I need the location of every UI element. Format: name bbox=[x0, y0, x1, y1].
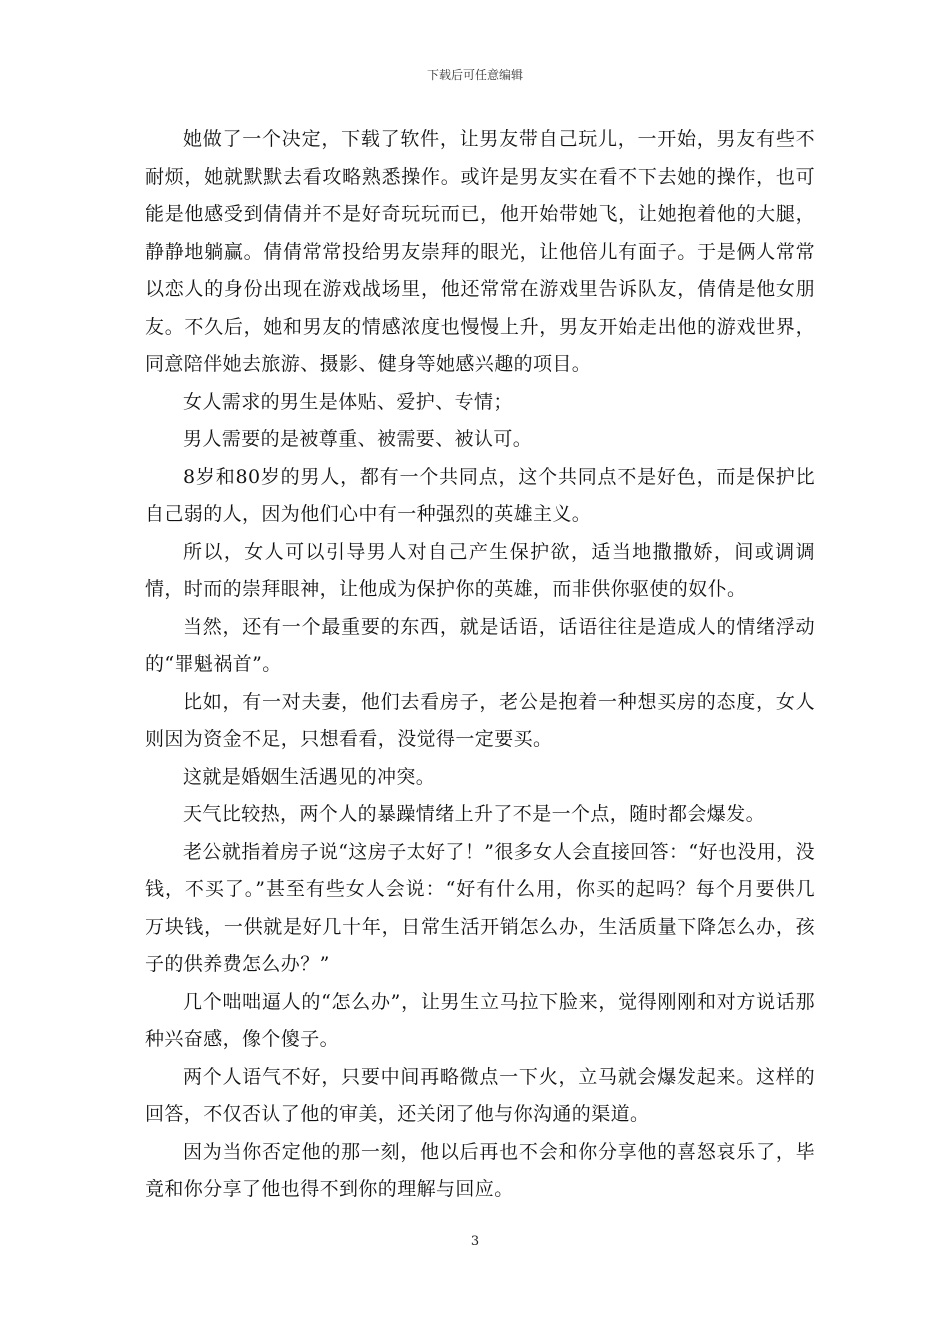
paragraph: 老公就指着房子说“这房子太好了！”很多女人会直接回答：“好也没用，没钱，不买了。”甚至有些女人会说：“好有什么用，你买的起吗？每个月要供几万块钱，一供就是好几十年，日常生活开销怎么办，生活质量下降怎么办，孩子的供养费怎么办？” bbox=[145, 840, 815, 975]
paragraph: 两个人语气不好，只要中间再略微点一下火，立马就会爆发起来。这样的回答，不仅否认了他的审美，还关闭了他与你沟通的渠道。 bbox=[145, 1065, 815, 1125]
page-number: 3 bbox=[470, 1234, 480, 1249]
paragraph: 这就是婚姻生活遇见的冲突。 bbox=[183, 765, 436, 788]
paragraph: 8岁和80岁的男人，都有一个共同点，这个共同点不是好色，而是保护比自己弱的人，因为他们心中有一种强烈的英雄主义。 bbox=[145, 465, 815, 525]
page-header: 下载后可任意编辑 bbox=[426, 68, 523, 82]
paragraph: 比如，有一对夫妻，他们去看房子，老公是抱着一种想买房的态度，女人则因为资金不足，只想看看，没觉得一定要买。 bbox=[145, 690, 815, 750]
paragraph: 几个咄咄逼人的“怎么办”，让男生立马拉下脸来，觉得刚刚和对方说话那种兴奋感，像个傻子。 bbox=[145, 990, 815, 1050]
paragraph: 她做了一个决定，下载了软件，让男友带自己玩儿，一开始，男友有些不耐烦，她就默默去看攻略熟悉操作。或许是男友实在看不下去她的操作，也可能是他感受到倩倩并不是好奇玩玩而已，他开始带她飞，让她抱着他的大腿，静静地躺赢。倩倩常常投给男友崇拜的眼光，让他倍儿有面子。于是俩人常常以恋人的身份出现在游戏战场里，他还常常在游戏里告诉队友，倩倩是他女朋友。不久后，她和男友的情感浓度也慢慢上升，男友开始走出他的游戏世界，同意陪伴她去旅游、摄影、健身等她感兴趣的项目。 bbox=[145, 128, 815, 375]
document-body bbox=[145, 121, 815, 1209]
paragraph: 天气比较热，两个人的暴躁情绪上升了不是一个点，随时都会爆发。 bbox=[183, 803, 766, 825]
paragraph: 因为当你否定他的那一刻，他以后再也不会和你分享他的喜怒哀乐了，毕竟和你分享了他也得不到你的理解与回应。 bbox=[145, 1140, 815, 1200]
paragraph: 女人需求的男生是体贴、爱护、专情； bbox=[183, 390, 513, 413]
paragraph: 当然，还有一个最重要的东西，就是话语，话语往往是造成人的情绪浮动的“罪魁祸首”。 bbox=[145, 615, 815, 675]
paragraph: 所以，女人可以引导男人对自己产生保护欲，适当地撒撒娇，间或调调情，时而的崇拜眼神，让他成为保护你的英雄，而非供你驱使的奴仆。 bbox=[145, 540, 815, 600]
paragraph: 男人需要的是被尊重、被需要、被认可。 bbox=[183, 428, 533, 450]
